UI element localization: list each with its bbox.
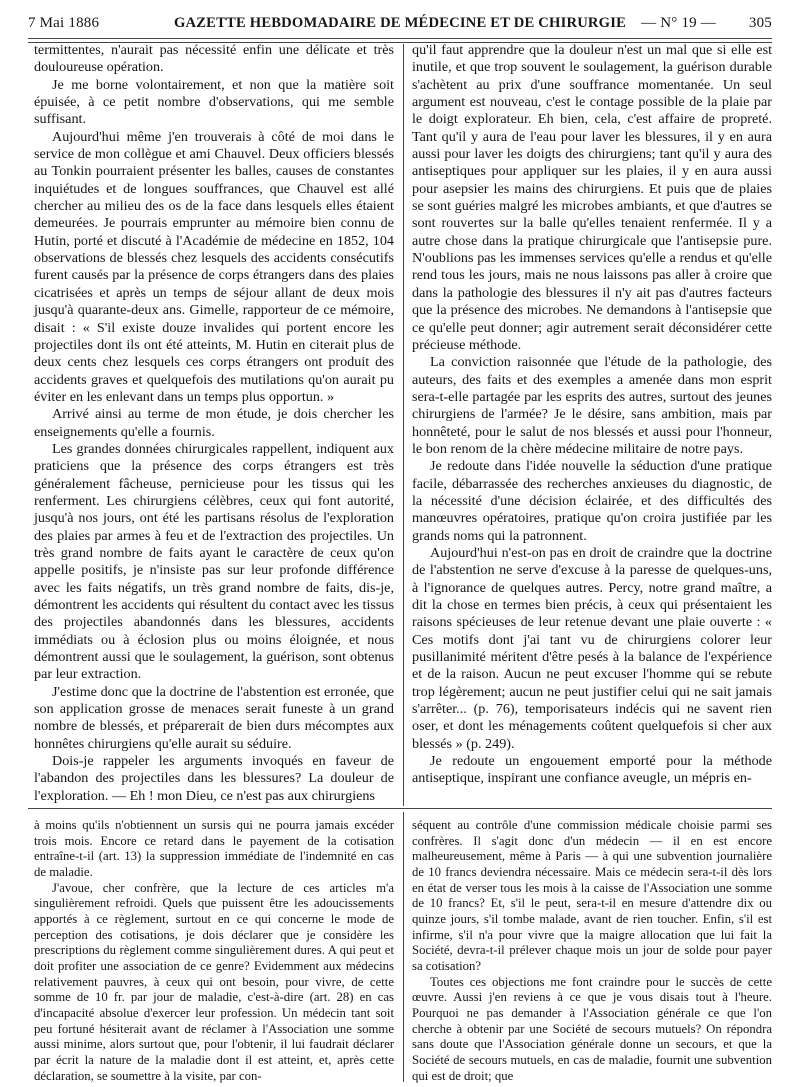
paragraph: Dois-je rappeler les arguments invoqués en faveur de l'abandon des projectiles dans les blessures? La douleur de l'exploration. — Eh ! mon Dieu, ce n'est pas aux chirurgiens: [34, 753, 394, 804]
journal-title: GAZETTE HEBDOMADAIRE DE MÉDECINE ET DE CHIRURGIE: [173, 15, 627, 31]
paragraph: Je redoute dans l'idée nouvelle la séduction d'une pratique facile, débarrassée des recherches anxieuses du diagnostic, de la nécessité d'une décision éclairée, et des difficultés des manœuvres opératoires, pratique qu'on croira justifiée par les grands noms qui la patronnent.: [412, 458, 772, 544]
paragraph: La conviction raisonnée que l'étude de la pathologie, des auteurs, des faits et des exemples a amenée dans mon esprit sera-t-elle partagée par les esprits des autres, surtout des jeunes chirurgiens de l'armée? Je le désire, sans ambition, mais par honnêteté, pour le salut de nos blessés et aussi pour l'honneur, le bon renom de la chère médecine militaire de notre pays.: [412, 354, 772, 457]
column-divider-upper: [403, 44, 404, 806]
issue-number: — N° 19 —: [641, 15, 716, 31]
paragraph: Toutes ces objections me font craindre pour le succès de cette œuvre. Aussi j'en reviens à ce que je vous disais tout à l'heure. Pourquoi ne pas demander à l'Association générale ce que l'on cherche à obtenir par une Société de secours mutuels? On répondra sans doute que l'Association générale donne un secours, et que la Société de secours mutuels, en cas de maladie, fournit une subvention qui est de droit; que: [412, 974, 772, 1083]
paragraph: qu'il faut apprendre que la douleur n'est un mal que si elle est inutile, et que trop souvent le soulagement, la guérison durable s'achètent au prix d'une souffrance momentanée. Un seul argument est nouveau, c'est le contage possible de la plaie par le doigt explorateur. Eh bien, cela, c'est affaire de propreté. Tant qu'il y aura de l'eau pour laver les blessures, il y en aura aussi pour laver les doigts des chirurgiens; tant qu'il y aura des antiseptiques pour appliquer sur les plaies, il y en aura aussi pour asepsier les mains des chirurgiens. Et puis que de plaies se sont guéries malgré les microbes ambiants, et que d'autres se sont rouvertes sur la balle qu'elles tenaient renfermée. Il y a autre chose dans la pratique chirurgicale que l'antisepsie pure. N'oublions pas les immenses services qu'elle a rendus et qu'elle rend tous les jours, mais ne nous laissons pas aller à croire que dans la pathologie des blessures il n'y ait pas d'autres facteurs que la présence des microbes. Ne demandons à l'antisepsie que ce qu'elle peut donner; agir autrement serait déconsidérer cette précieuse méthode.: [412, 42, 772, 353]
letter-column-lower-left: [34, 818, 394, 1084]
paragraph: termittentes, n'aurait pas nécessité enfin une délicate et très douloureuse opération.: [34, 42, 394, 76]
paragraph: J'avoue, cher confrère, que la lecture de ces articles m'a singulièrement refroidi. Quels que puissent être les adoucissements apportés à ce règlement, surtout en ce qui concerne le mode de perception des cotisations, je dois déclarer que je considère les prescriptions du règlement comme singulièrement dures. A qui peut et doit profiter une association de ce genre? Evidemment aux médecins relativement pauvres, à ceux qui ont besoin, pour vivre, de cette somme de 10 fr. par jour de maladie, c'est-à-dire (art. 28) en cas d'incapacité absolue d'exercer leur profession. Un médecin tant soit peu fortuné hésiterait avant de réclamer à l'Association une somme aussi minime, alors surtout que, pour l'obtenir, il lui faudrait déclarer par écrit la nature de la maladie dont il est atteint, et, après cette déclaration, se soumettre à la visite, par con-: [34, 880, 394, 1083]
letter-column-lower-right: [412, 818, 772, 1084]
page-header: [28, 15, 772, 39]
article-column-upper-right: [412, 42, 772, 788]
paragraph: Aujourd'hui même j'en trouverais à côté de moi dans le service de mon collègue et ami Chauvel. Deux officiers blessés au Tonkin pourraient présenter les balles, causes de constantes inquiétudes et de longues souffrances, que Chauvel est allé chercher au milieu des os de la face dans lesquels elles étaient demeurées. Je pourrais emprunter au mémoire bien connu de Hutin, porté et discuté à l'Académie de médecine en 1852, 104 observations de blessés chez lesquels des accidents consécutifs furent causés par la présence de corps étrangers dans des plaies cicatrisées et après un temps de séjour allant de deux mois jusqu'à quarante-deux ans. Gimelle, rapporteur de ce mémoire, disait : « S'il existe douze invalides qui portent encore les projectiles dont ils ont été atteints, M. Hutin en citerait plus de deux cents chez lesquels ces corps étrangers ont produit des accidents graves et quelquefois des mutilations qu'on aurait pu éviter en les enlevant dans un temps plus opportun. »: [34, 128, 394, 405]
paragraph: Les grandes données chirurgicales rappellent, indiquent aux praticiens que la présence des corps étrangers est très généralement fâcheuse, pernicieuse pour les tissus qui les renferment. Les chirurgiens célèbres, ceux qui font autorité, jusqu'à nos jours, ont été les partisans résolus de l'exploration des plaies par armes à feu et de l'extraction des projectiles. Un très grand nombre de faits ayant le caractère de ceux qu'on appelle positifs, je n'insiste pas sur leur profonde différence avec les faits négatifs, un très grand nombre de faits, dis-je, démontrent les accidents qui résultent du contact avec les tissus des projectiles abandonnés dans les blessures, accidents immédiats ou à éclosion plus ou moins éloignée, et nous démontrent aussi que le soulagement, la guérison, sont obtenus par leur extraction.: [34, 440, 394, 683]
article-column-upper-left: [34, 42, 394, 805]
section-separator: [28, 808, 772, 809]
page-number: 305: [748, 15, 772, 31]
paragraph: J'estime donc que la doctrine de l'abstention est erronée, que son application grosse de menaces serait funeste à un grand nombre de blessés, et préparerait de bien durs mécomptes aux honnêtes chirurgiens qu'elle aurait su séduire.: [34, 683, 394, 752]
paragraph: Arrivé ainsi au terme de mon étude, je dois chercher les enseignements qu'elle a fournis.: [34, 406, 394, 440]
paragraph: séquent au contrôle d'une commission médicale choisie parmi ses confrères. Il s'agit donc d'un médecin — il en est encore malheureusement, même à Paris — à qui une subvention journalière de 10 francs deviendra nécessaire. Mais ce médecin sera-t-il dès lors en état de verser tous les mois à la caisse de l'Association une somme de 10 francs? Et, s'il le peut, sera-t-il en mesure d'attendre dix ou quinze jours, s'il tombe malade, avant de rien toucher. Enfin, s'il est infirme, s'il n'a pour vivre que la maigre allocation que lui fait la Société, devra-t-il prélever chaque mois un jour de solde pour payer sa cotisation?: [412, 818, 772, 974]
issue-date: 7 Mai 1886: [28, 15, 100, 31]
paragraph: Je redoute un engouement emporté pour la méthode antiseptique, inspirant une confiance aveugle, un mépris en-: [412, 753, 772, 787]
paragraph: à moins qu'ils n'obtiennent un sursis qui ne pourra jamais excéder trois mois. Encore ce retard dans le payement de la cotisation entraîne-t-il (art. 13) la suppression immédiate de l'indemnité en cas de maladie.: [34, 818, 394, 880]
paragraph: Aujourd'hui n'est-on pas en droit de craindre que la doctrine de l'abstention ne serve d'excuse à la paresse de quelques-uns, à l'ignorance de quelques autres. Percy, notre grand maître, a dit la chose en termes bien précis, à ceux qui présentaient les raisons spécieuses de leur retenue devant une plaie ouverte : « Ces motifs dont j'ai tant vu de chirurgiens colorer leur pusillanimité méritent d'être pesés à la balance de l'expérience et de la raison. Aucun ne peut excuser l'homme qui se rebute trop légèrement; aucun ne peut justifier celui qui ne sait jamais s'arrêter... (p. 76), temporisateurs indécis qui ne savent rien oser, et dont les ménagements coûtent quelquefois si cher aux blessés » (p. 249).: [412, 544, 772, 752]
column-divider-lower: [403, 812, 404, 1082]
paragraph: Je me borne volontairement, et non que la matière soit épuisée, à ce petit nombre d'observations, qui me semble suffisant.: [34, 76, 394, 128]
